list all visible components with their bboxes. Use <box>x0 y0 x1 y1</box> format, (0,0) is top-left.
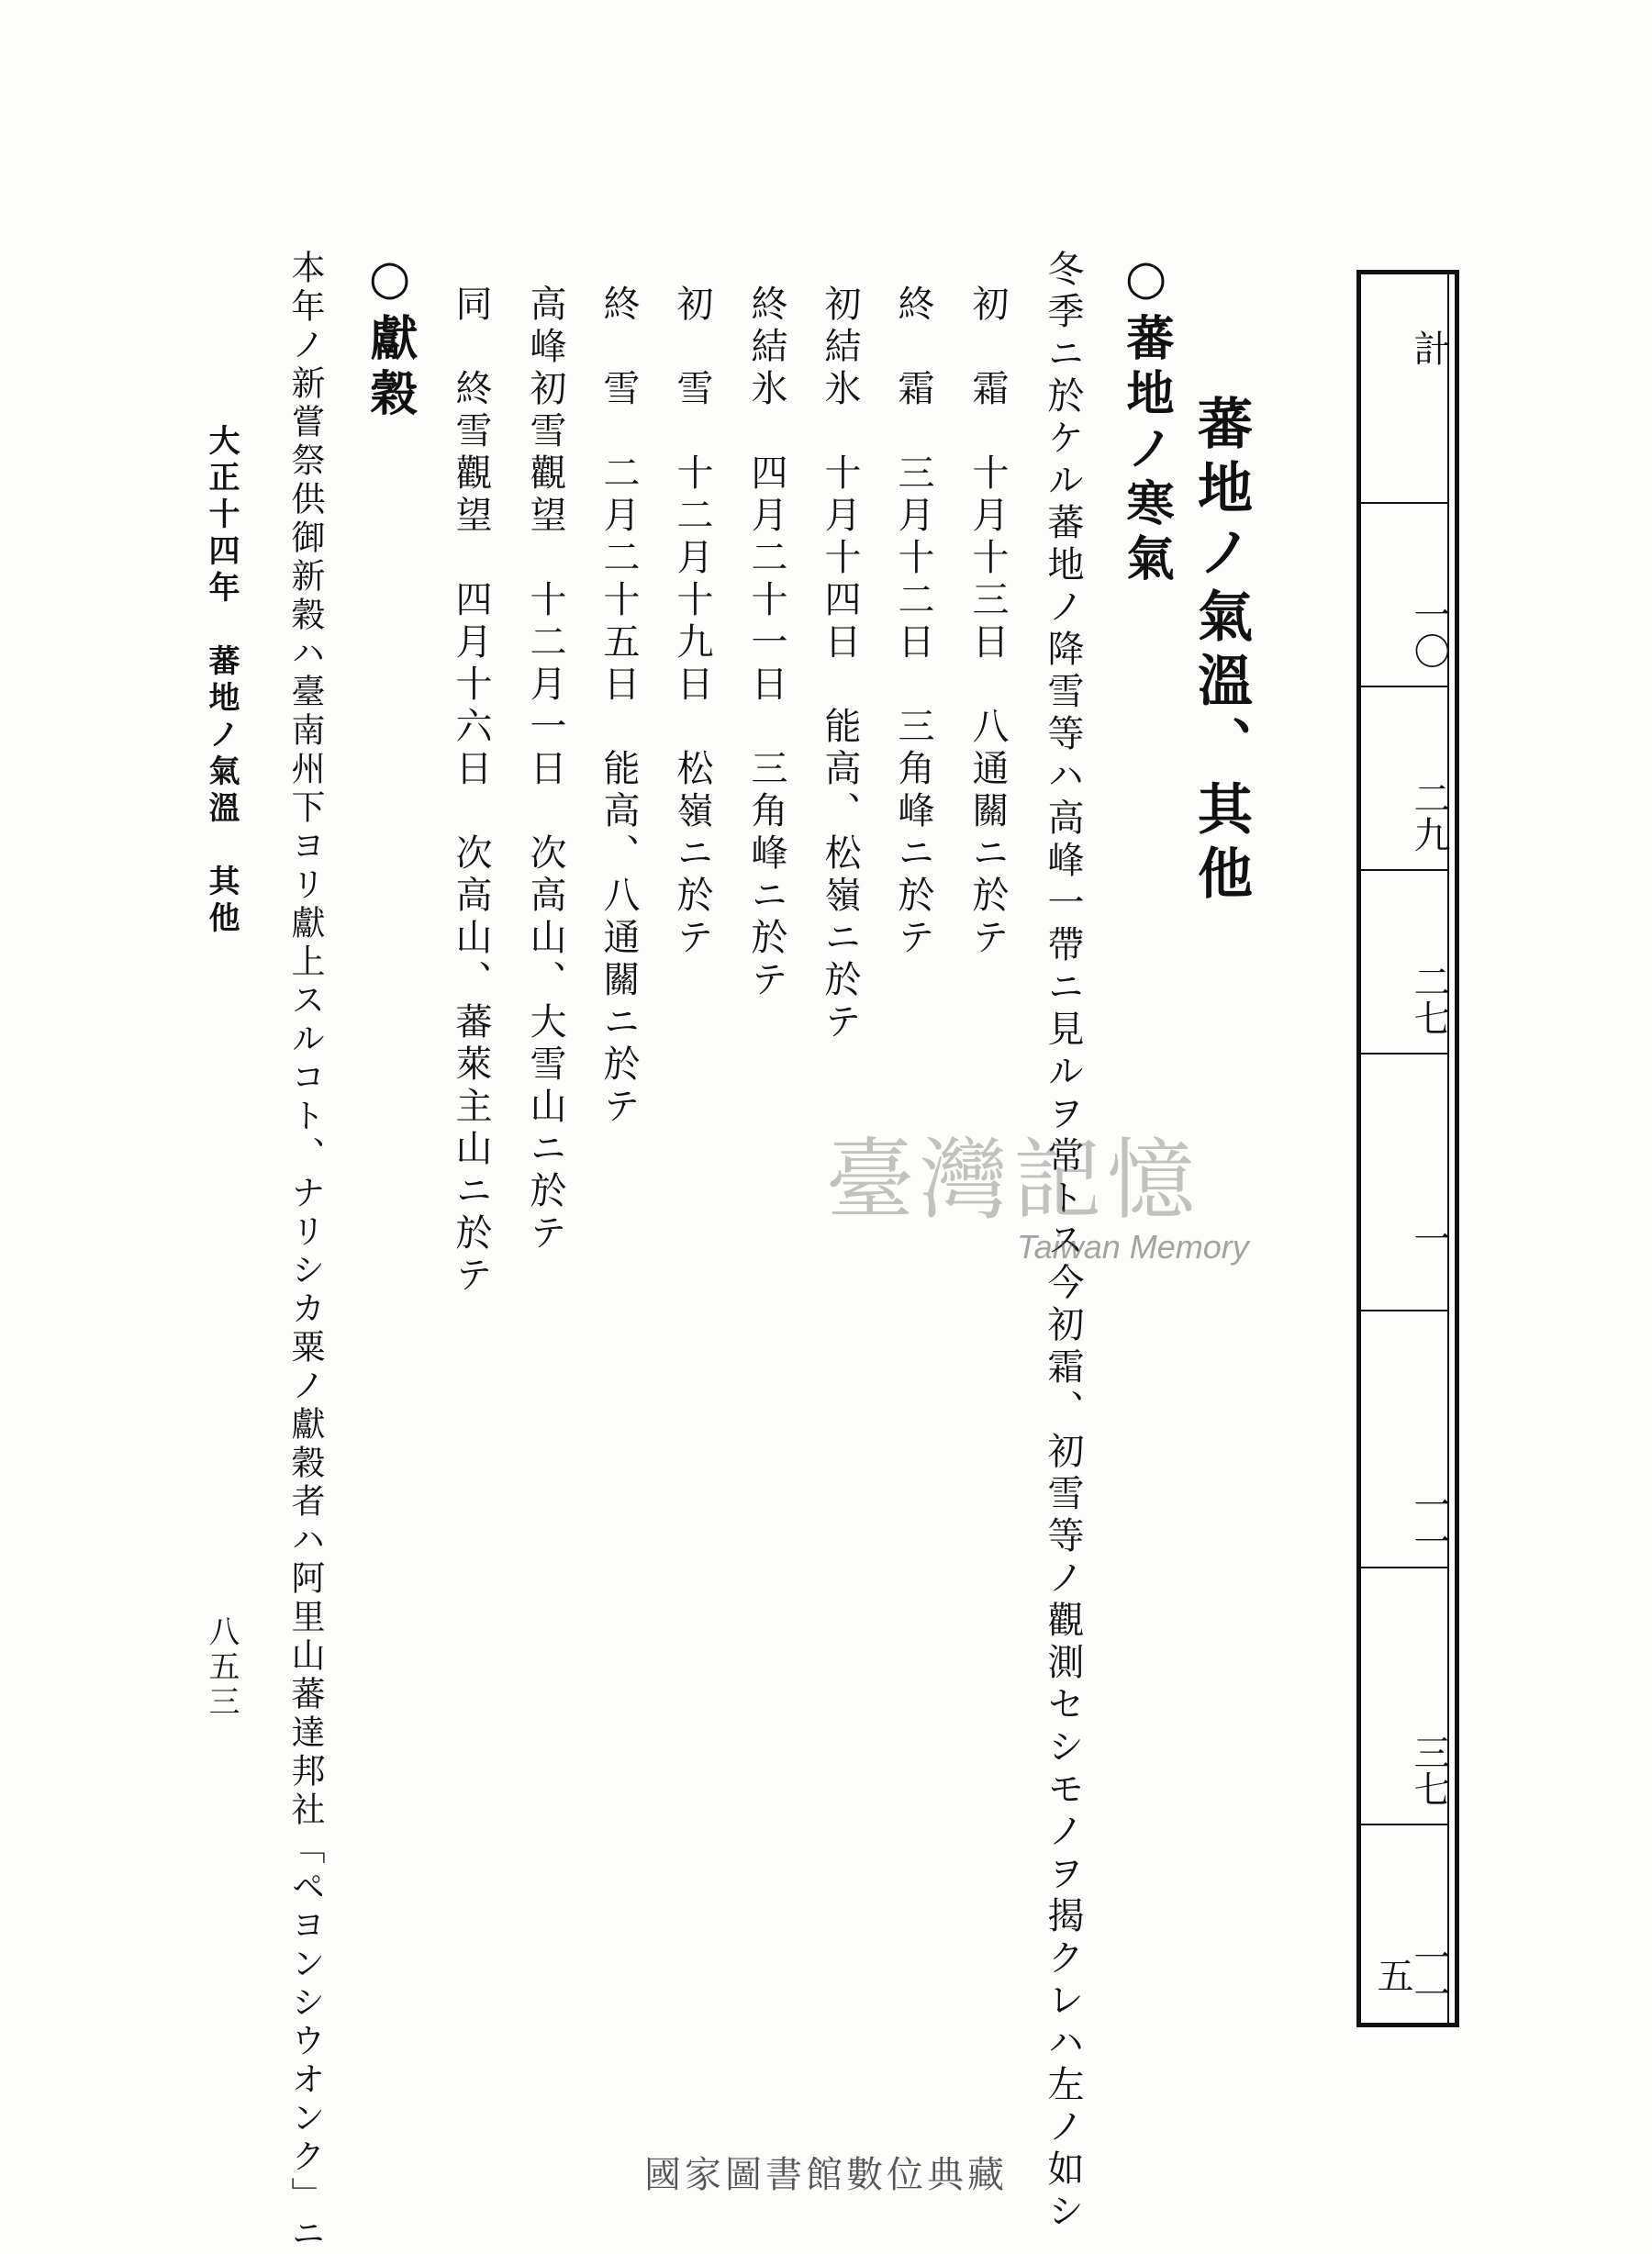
running-title: 大正十四年 蕃地ノ氣溫 其他 <box>203 424 240 938</box>
table-cell: 一一 <box>1361 1311 1447 1568</box>
observation-row: 初結氷 十月十四日 能高、松嶺ニ於テ <box>819 285 861 1044</box>
page-number: 八五三 <box>203 1615 240 1720</box>
totals-table <box>1356 270 1459 2027</box>
observation-row: 同 終雪觀望 四月十六日 次高山、蕃萊主山ニ於テ <box>450 285 492 1298</box>
section-heading-offering: ○獻穀 <box>362 250 418 423</box>
table-cell: 一〇 <box>1361 504 1447 687</box>
library-footer: 國家圖書館數位典藏 <box>644 2154 1008 2196</box>
table-header: 計 <box>1408 329 1450 366</box>
observation-row: 高峰初雪觀望 十二月一日 次高山、大雪山ニ於テ <box>524 285 566 1255</box>
table-cell: 二九 <box>1361 687 1447 871</box>
observation-row: 初 雪 十二月十九日 松嶺ニ於テ <box>671 285 713 960</box>
table-cell: 一 <box>1361 1054 1447 1311</box>
observation-row: 終 雪 二月二十五日 能高、八通關ニ於テ <box>597 285 640 1129</box>
table-cell: 三七 <box>1361 1568 1447 1825</box>
watermark-logo: 臺灣記憶 <box>826 1129 1200 1232</box>
page-title: 蕃地ノ氣溫、其他 <box>1189 395 1253 909</box>
watermark-subtitle: Taiwan Memory <box>1017 1228 1249 1266</box>
table-cell: 二七 <box>1361 871 1447 1054</box>
table-cell: 一一五 <box>1371 1937 1450 2012</box>
section-heading-cold: ○蕃地ノ寒氣 <box>1118 250 1174 588</box>
observation-row: 初 霜 十月十三日 八通關ニ於テ <box>966 285 1009 960</box>
table-header-cell <box>1361 274 1450 504</box>
observation-row: 終 霜 三月十二日 三角峰ニ於テ <box>892 285 934 960</box>
section-intro: 冬季ニ於ケル蕃地ノ降雪等ハ高峰一帶ニ見ルヲ常トス今初霜、初雪等ノ觀測セシモノヲ揭クレハ左ノ如シ <box>1042 250 1084 2234</box>
observation-row: 終結氷 四月二十一日 三角峰ニ於テ <box>745 285 787 1002</box>
offering-text: 本年ノ新嘗祭供御新穀ハ臺南州下ヨリ獻上スルコト、ナリシカ粟ノ獻穀者ハ阿里山蕃達邦社「ペヨンシウオンク」ニ <box>285 250 325 2254</box>
